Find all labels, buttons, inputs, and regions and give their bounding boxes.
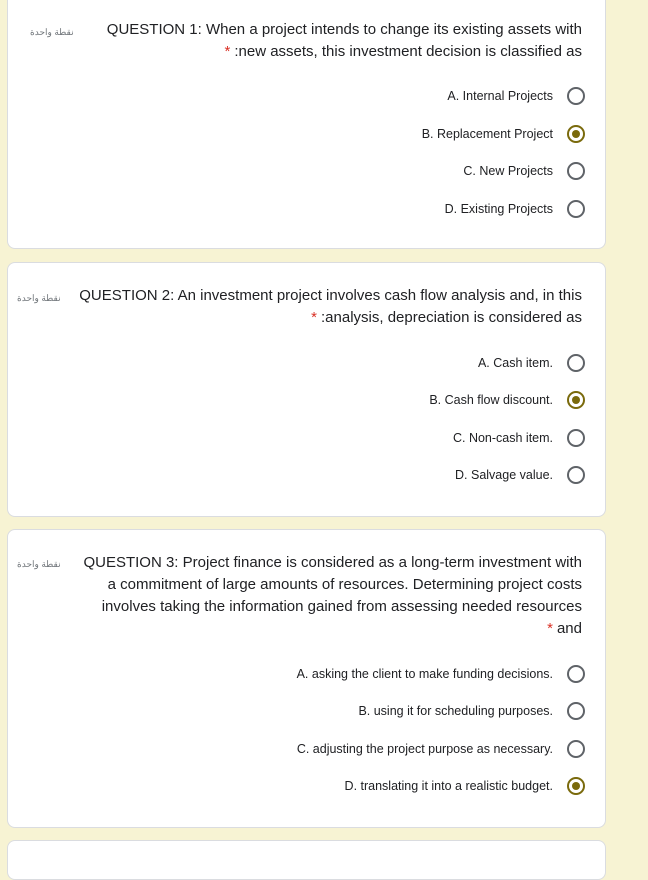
question-title [8,19,582,63]
question-text-line: QUESTION 1: When a project intends to change its existing assets with [106,21,582,38]
option-c[interactable] [463,161,585,181]
option-label: C. New Projects [463,164,553,178]
option-d[interactable] [345,776,585,796]
option-b[interactable] [429,390,585,410]
option-a[interactable] [447,86,585,106]
radio-button[interactable] [567,740,585,758]
radio-button[interactable] [567,429,585,447]
question-text-line: QUESTION 3: Project finance is considered as a long-term investment with [83,554,582,571]
question-text-line: involves taking the information gained from assessing needed resources [101,598,582,615]
required-asterisk: * [547,620,553,637]
radio-button[interactable] [567,87,585,105]
required-asterisk: * [224,43,231,60]
option-b[interactable] [358,701,585,721]
radio-button[interactable] [567,354,585,372]
question-card-2 [7,262,606,517]
option-label: C. adjusting the project purpose as necessary. [296,742,553,756]
radio-button[interactable] [567,702,585,720]
option-label: C. Non-cash item. [452,431,553,445]
points-label: نقطة واحدة [30,27,74,37]
question-text-line: a commitment of large amounts of resources. Determining project costs [107,576,582,593]
radio-button-selected[interactable] [567,777,585,795]
option-label: D. translating it into a realistic budget. [344,779,553,793]
option-a[interactable] [297,664,585,684]
option-label: A. asking the client to make funding decisions. [296,667,553,681]
option-label: A. Internal Projects [447,89,553,103]
option-b[interactable] [422,124,585,144]
question-card-4 [7,840,606,880]
radio-button-selected[interactable] [567,125,585,143]
radio-button[interactable] [567,162,585,180]
question-text-line: QUESTION 2: An investment project involves cash flow analysis and, in this [79,287,582,304]
option-label: D. Salvage value. [455,468,553,482]
points-label: نقطة واحدة [17,293,61,303]
option-c[interactable] [453,428,585,448]
question-title [8,552,582,640]
question-card-3 [7,529,606,828]
option-c[interactable] [297,739,585,759]
radio-button[interactable] [567,466,585,484]
radio-button[interactable] [567,200,585,218]
points-label: نقطة واحدة [17,559,61,569]
question-text-line: and [556,620,582,637]
question-title [8,285,582,329]
option-label: A. Cash item. [477,356,553,370]
required-asterisk: * [311,309,318,326]
option-label: B. Cash flow discount. [429,393,553,407]
question-text-line: :new assets, this investment decision is classified as [234,43,582,60]
option-label: D. Existing Projects [444,202,553,216]
radio-button-selected[interactable] [567,391,585,409]
radio-button[interactable] [567,665,585,683]
option-d[interactable] [455,465,585,485]
option-d[interactable] [445,199,585,219]
option-a[interactable] [478,353,585,373]
option-label: B. using it for scheduling purposes. [358,704,553,718]
question-text-line: :analysis, depreciation is considered as [321,309,582,326]
question-card-1 [7,0,606,249]
option-label: B. Replacement Project [421,127,553,141]
